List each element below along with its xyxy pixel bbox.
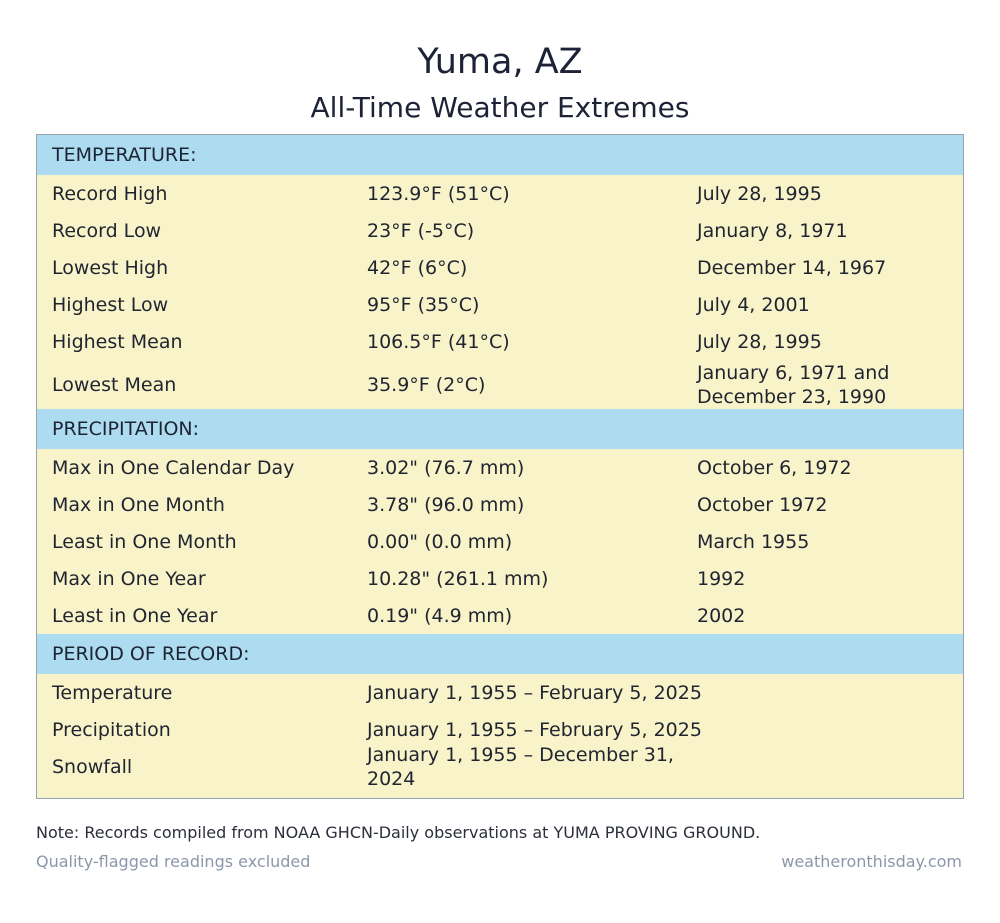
row-value: January 1, 1955 – December 31, 2024 [367, 743, 674, 790]
row-value: January 1, 1955 – February 5, 2025 [367, 718, 702, 741]
table-row [37, 597, 963, 634]
table-row [37, 175, 963, 212]
row-label: Record High [52, 182, 168, 205]
row-value: 23°F (-5°C) [367, 219, 475, 242]
row-label: Temperature [52, 681, 173, 704]
row-value: 35.9°F (2°C) [367, 373, 486, 396]
row-label: Snowfall [52, 755, 133, 778]
row-value: 0.00" (0.0 mm) [367, 530, 513, 553]
row-date: October 1972 [697, 493, 828, 516]
row-label: Max in One Month [52, 493, 225, 516]
table-row [37, 449, 963, 486]
row-label: Precipitation [52, 718, 171, 741]
footnote: Note: Records compiled from NOAA GHCN-Daily observations at YUMA PROVING GROUND. [36, 823, 761, 842]
row-value: 0.19" (4.9 mm) [367, 604, 513, 627]
row-label: Max in One Calendar Day [52, 456, 295, 479]
extremes-table [36, 134, 964, 799]
row-date: July 28, 1995 [697, 182, 822, 205]
table-row [37, 249, 963, 286]
table-row [37, 212, 963, 249]
row-label: Least in One Year [52, 604, 218, 627]
row-value: 3.02" (76.7 mm) [367, 456, 525, 479]
source-credit: weatheronthisday.com [781, 852, 962, 871]
table-row [37, 523, 963, 560]
row-value: 10.28" (261.1 mm) [367, 567, 549, 590]
row-label: Record Low [52, 219, 162, 242]
row-label: Max in One Year [52, 567, 206, 590]
row-label: Highest Mean [52, 330, 183, 353]
row-date: March 1955 [697, 530, 810, 553]
table-row [37, 360, 963, 409]
row-date: July 28, 1995 [697, 330, 822, 353]
table-row [37, 323, 963, 360]
row-label: Highest Low [52, 293, 169, 316]
row-value: 106.5°F (41°C) [367, 330, 510, 353]
row-label: Lowest High [52, 256, 169, 279]
row-value: 42°F (6°C) [367, 256, 468, 279]
section-header-precipitation: PRECIPITATION: [37, 409, 963, 449]
row-date: 2002 [697, 604, 746, 627]
row-date: January 6, 1971 and December 23, 1990 [697, 361, 890, 408]
row-value: January 1, 1955 – February 5, 2025 [367, 681, 702, 704]
section-header-temperature: TEMPERATURE: [37, 135, 963, 175]
table-row [37, 743, 963, 790]
quality-note: Quality-flagged readings excluded [36, 852, 311, 871]
page-subtitle: All-Time Weather Extremes [310, 91, 690, 124]
section-header-period-of-record: PERIOD OF RECORD: [37, 634, 963, 674]
row-date: October 6, 1972 [697, 456, 852, 479]
row-date: December 14, 1967 [697, 256, 887, 279]
page-title: Yuma, AZ [417, 42, 583, 82]
row-value: 3.78" (96.0 mm) [367, 493, 525, 516]
row-date: July 4, 2001 [697, 293, 810, 316]
row-value: 123.9°F (51°C) [367, 182, 510, 205]
row-date: 1992 [697, 567, 746, 590]
row-label: Lowest Mean [52, 373, 177, 396]
table-row [37, 486, 963, 523]
row-label: Least in One Month [52, 530, 237, 553]
table-row [37, 286, 963, 323]
row-date: January 8, 1971 [697, 219, 848, 242]
table-row [37, 674, 963, 711]
row-value: 95°F (35°C) [367, 293, 480, 316]
table-row [37, 560, 963, 597]
